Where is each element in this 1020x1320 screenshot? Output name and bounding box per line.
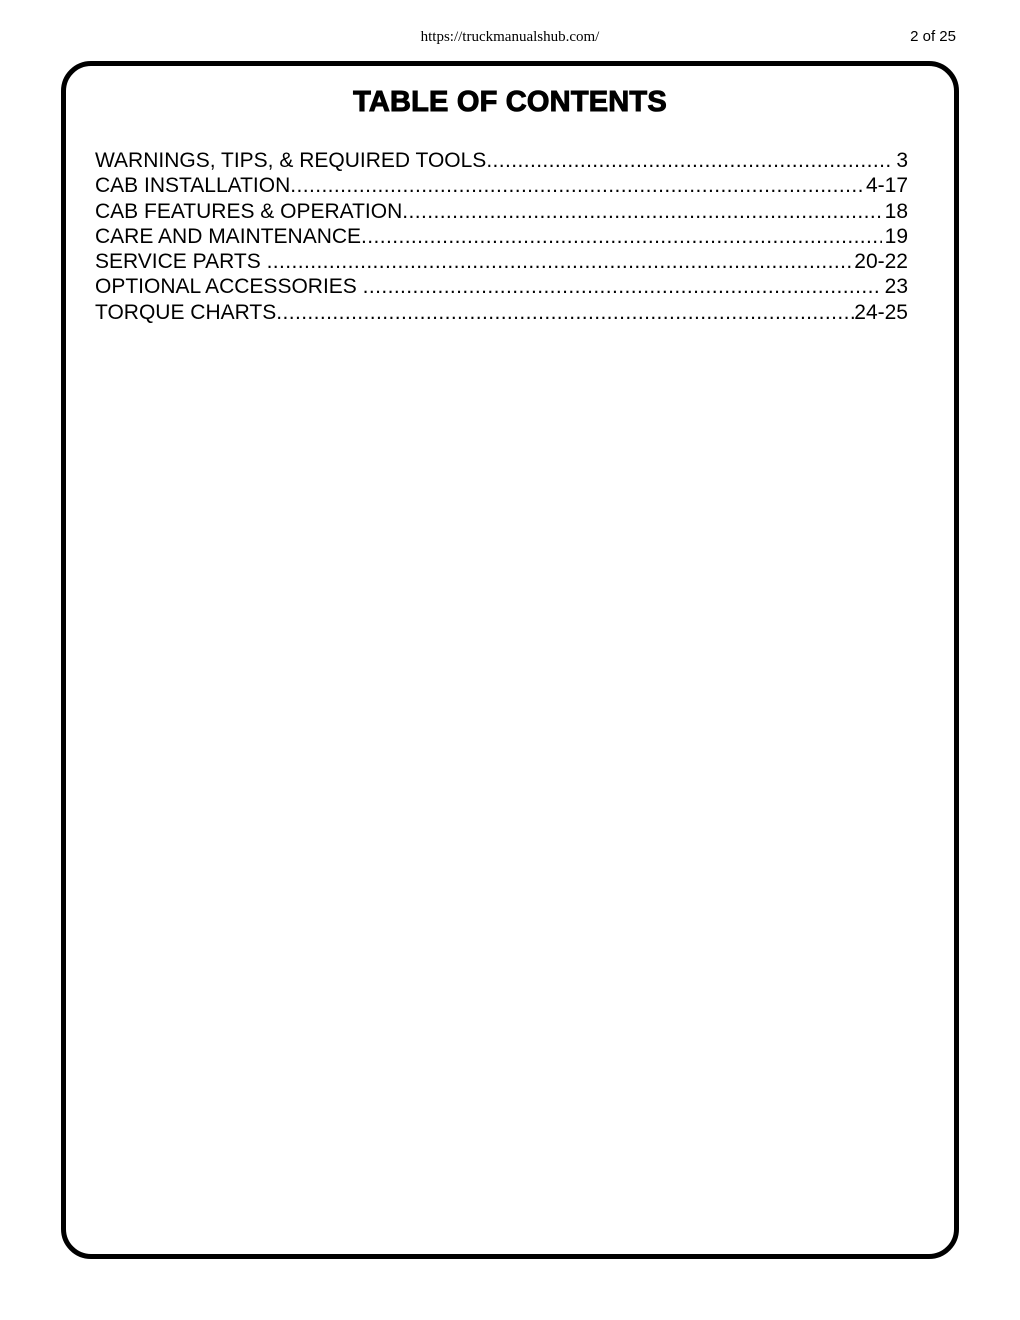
page-header (0, 27, 1020, 47)
content-frame (61, 61, 959, 1259)
dot-leader (486, 148, 893, 173)
toc-entry-care-maintenance[interactable] (95, 224, 908, 249)
toc-entry-label: TORQUE CHARTS (95, 300, 277, 324)
toc-entry-page: 20-22 (854, 250, 908, 274)
source-url[interactable]: https://truckmanualshub.com/ (420, 29, 600, 45)
toc-entry-page: 19 (884, 224, 908, 248)
toc-entry-page: 24-25 (854, 300, 908, 324)
toc-entry-label: CAB FEATURES & OPERATION (95, 199, 403, 223)
toc-entry-page: 23 (884, 275, 908, 299)
toc-entry-label: SERVICE PARTS (95, 250, 267, 274)
toc-entry-service-parts[interactable] (95, 249, 908, 274)
toc-entry-optional-accessories[interactable] (95, 274, 908, 299)
toc-entry-label: CAB INSTALLATION (95, 174, 291, 198)
toc-entry-warnings[interactable] (95, 148, 908, 173)
toc-list (95, 148, 908, 325)
toc-entry-label: CARE AND MAINTENANCE (95, 224, 362, 248)
toc-entry-page: 18 (884, 199, 908, 223)
toc-entry-label: OPTIONAL ACCESSORIES (95, 275, 363, 299)
toc-entry-page: 3 (896, 149, 908, 172)
dot-leader (361, 224, 882, 249)
dot-leader (402, 199, 881, 224)
toc-entry-label: WARNINGS, TIPS, & REQUIRED TOOLS (95, 149, 487, 172)
toc-title: TABLE OF CONTENTS (353, 86, 667, 118)
toc-entry-cab-features[interactable] (95, 199, 908, 224)
toc-entry-torque-charts[interactable] (95, 300, 908, 325)
dot-leader (267, 249, 852, 274)
page-indicator: 2 of 25 (910, 28, 956, 45)
dot-leader (276, 300, 854, 325)
toc-entry-cab-installation[interactable] (95, 173, 908, 198)
dot-leader (363, 274, 882, 299)
dot-leader (290, 173, 863, 198)
toc-entry-page: 4-17 (865, 174, 908, 198)
